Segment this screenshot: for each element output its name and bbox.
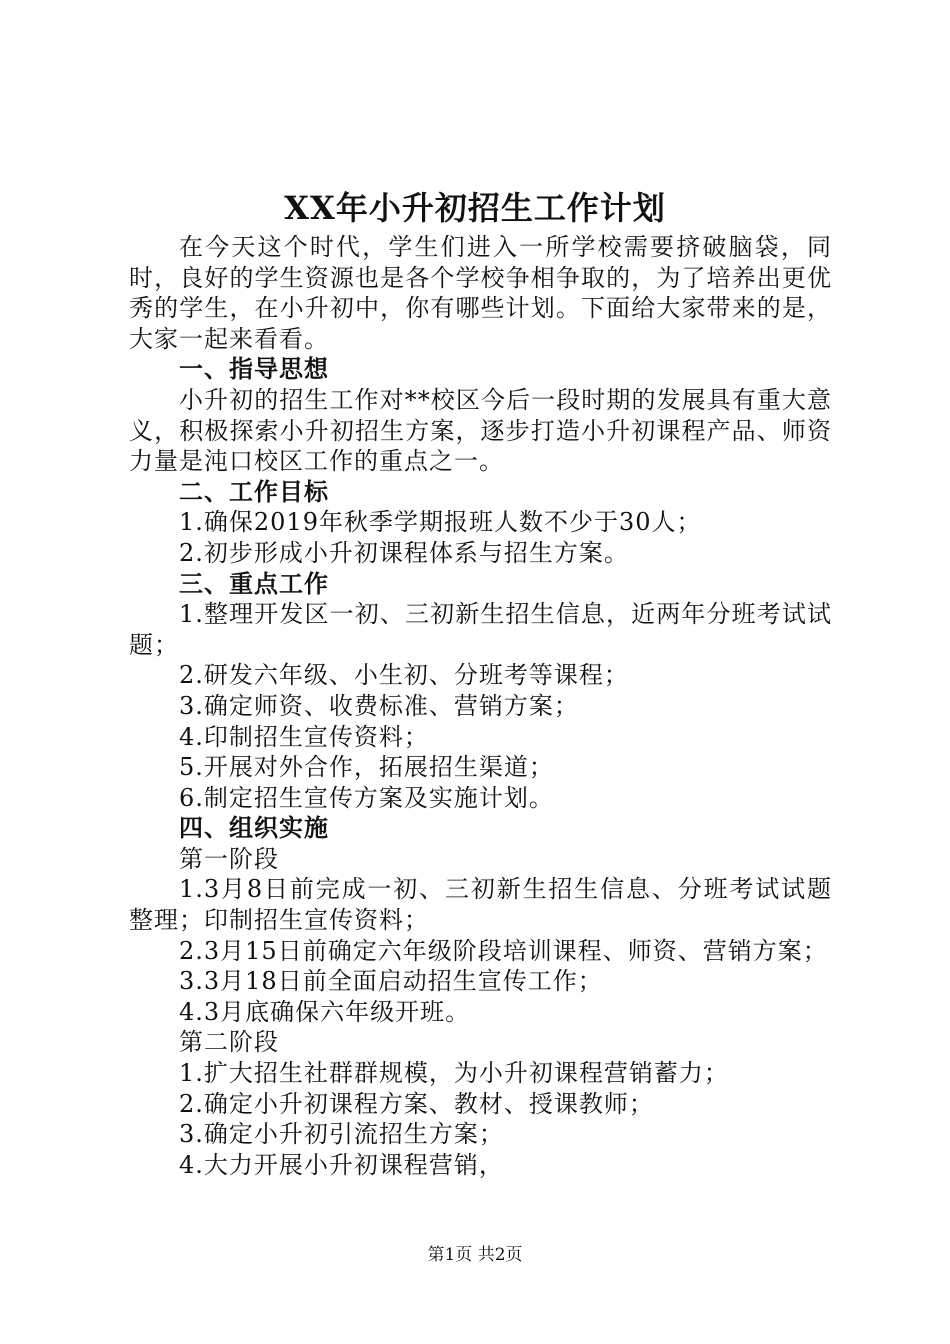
- document-body: [129, 232, 832, 1180]
- list-item: 1.扩大招生社群群规模，为小升初课程营销蓄力；: [179, 1059, 729, 1088]
- section-heading-implementation: 四、组织实施: [179, 813, 329, 843]
- list-item: 2.确定小升初课程方案、教材、授课教师；: [179, 1089, 654, 1118]
- intro-paragraph: 在今天这个时代，学生们进入一所学校需要挤破脑袋，同时，良好的学生资源也是各个学校争相争取的，为了培养出更优秀的学生，在小升初中，你有哪些计划。下面给大家带来的是，大家一起来看看。: [129, 233, 832, 353]
- list-item: 4.3月底确保六年级开班。: [179, 997, 471, 1026]
- section-heading-work-goals: 二、工作目标: [179, 476, 329, 506]
- stage-label-second: 第二阶段: [179, 1028, 279, 1057]
- list-item: 3.确定小升初引流招生方案；: [179, 1120, 504, 1149]
- list-item: 4.印制招生宣传资料；: [179, 722, 429, 751]
- list-item: 1.确保2019年秋季学期报班人数不少于30人；: [179, 508, 702, 537]
- list-item: 2.3月15日前确定六年级阶段培训课程、师资、营销方案；: [179, 936, 828, 965]
- list-item: 6.制定招生宣传方案及实施计划。: [179, 783, 554, 812]
- section-heading-key-work: 三、重点工作: [179, 568, 329, 598]
- section-heading-guiding-thought: 一、指导思想: [179, 354, 329, 384]
- list-item: 2.初步形成小升初课程体系与招生方案。: [179, 538, 629, 567]
- guiding-thought-paragraph: 小升初的招生工作对**校区今后一段时期的发展具有重大意义，积极探索小升初招生方案，逐步打造小升初课程产品、师资力量是沌口校区工作的重点之一。: [129, 385, 832, 476]
- list-item: 3.3月18日前全面启动招生宣传工作；: [179, 967, 603, 996]
- list-item: 1.整理开发区一初、三初新生招生信息，近两年分班考试试题；: [129, 600, 832, 659]
- stage-label-first: 第一阶段: [179, 844, 279, 873]
- list-item: 1.3月8日前完成一初、三初新生招生信息、分班考试试题整理；印制招生宣传资料；: [129, 875, 832, 935]
- list-item: 5.开展对外合作，拓展招生渠道；: [179, 753, 554, 782]
- list-item: 4.大力开展小升初课程营销，: [179, 1150, 504, 1179]
- list-item: 2.研发六年级、小生初、分班考等课程；: [179, 661, 629, 690]
- page-number-footer: 第1页 共2页: [427, 1245, 523, 1265]
- list-item: 3.确定师资、收费标准、营销方案；: [179, 691, 579, 720]
- document-title: XX年小升初招生工作计划: [284, 189, 666, 227]
